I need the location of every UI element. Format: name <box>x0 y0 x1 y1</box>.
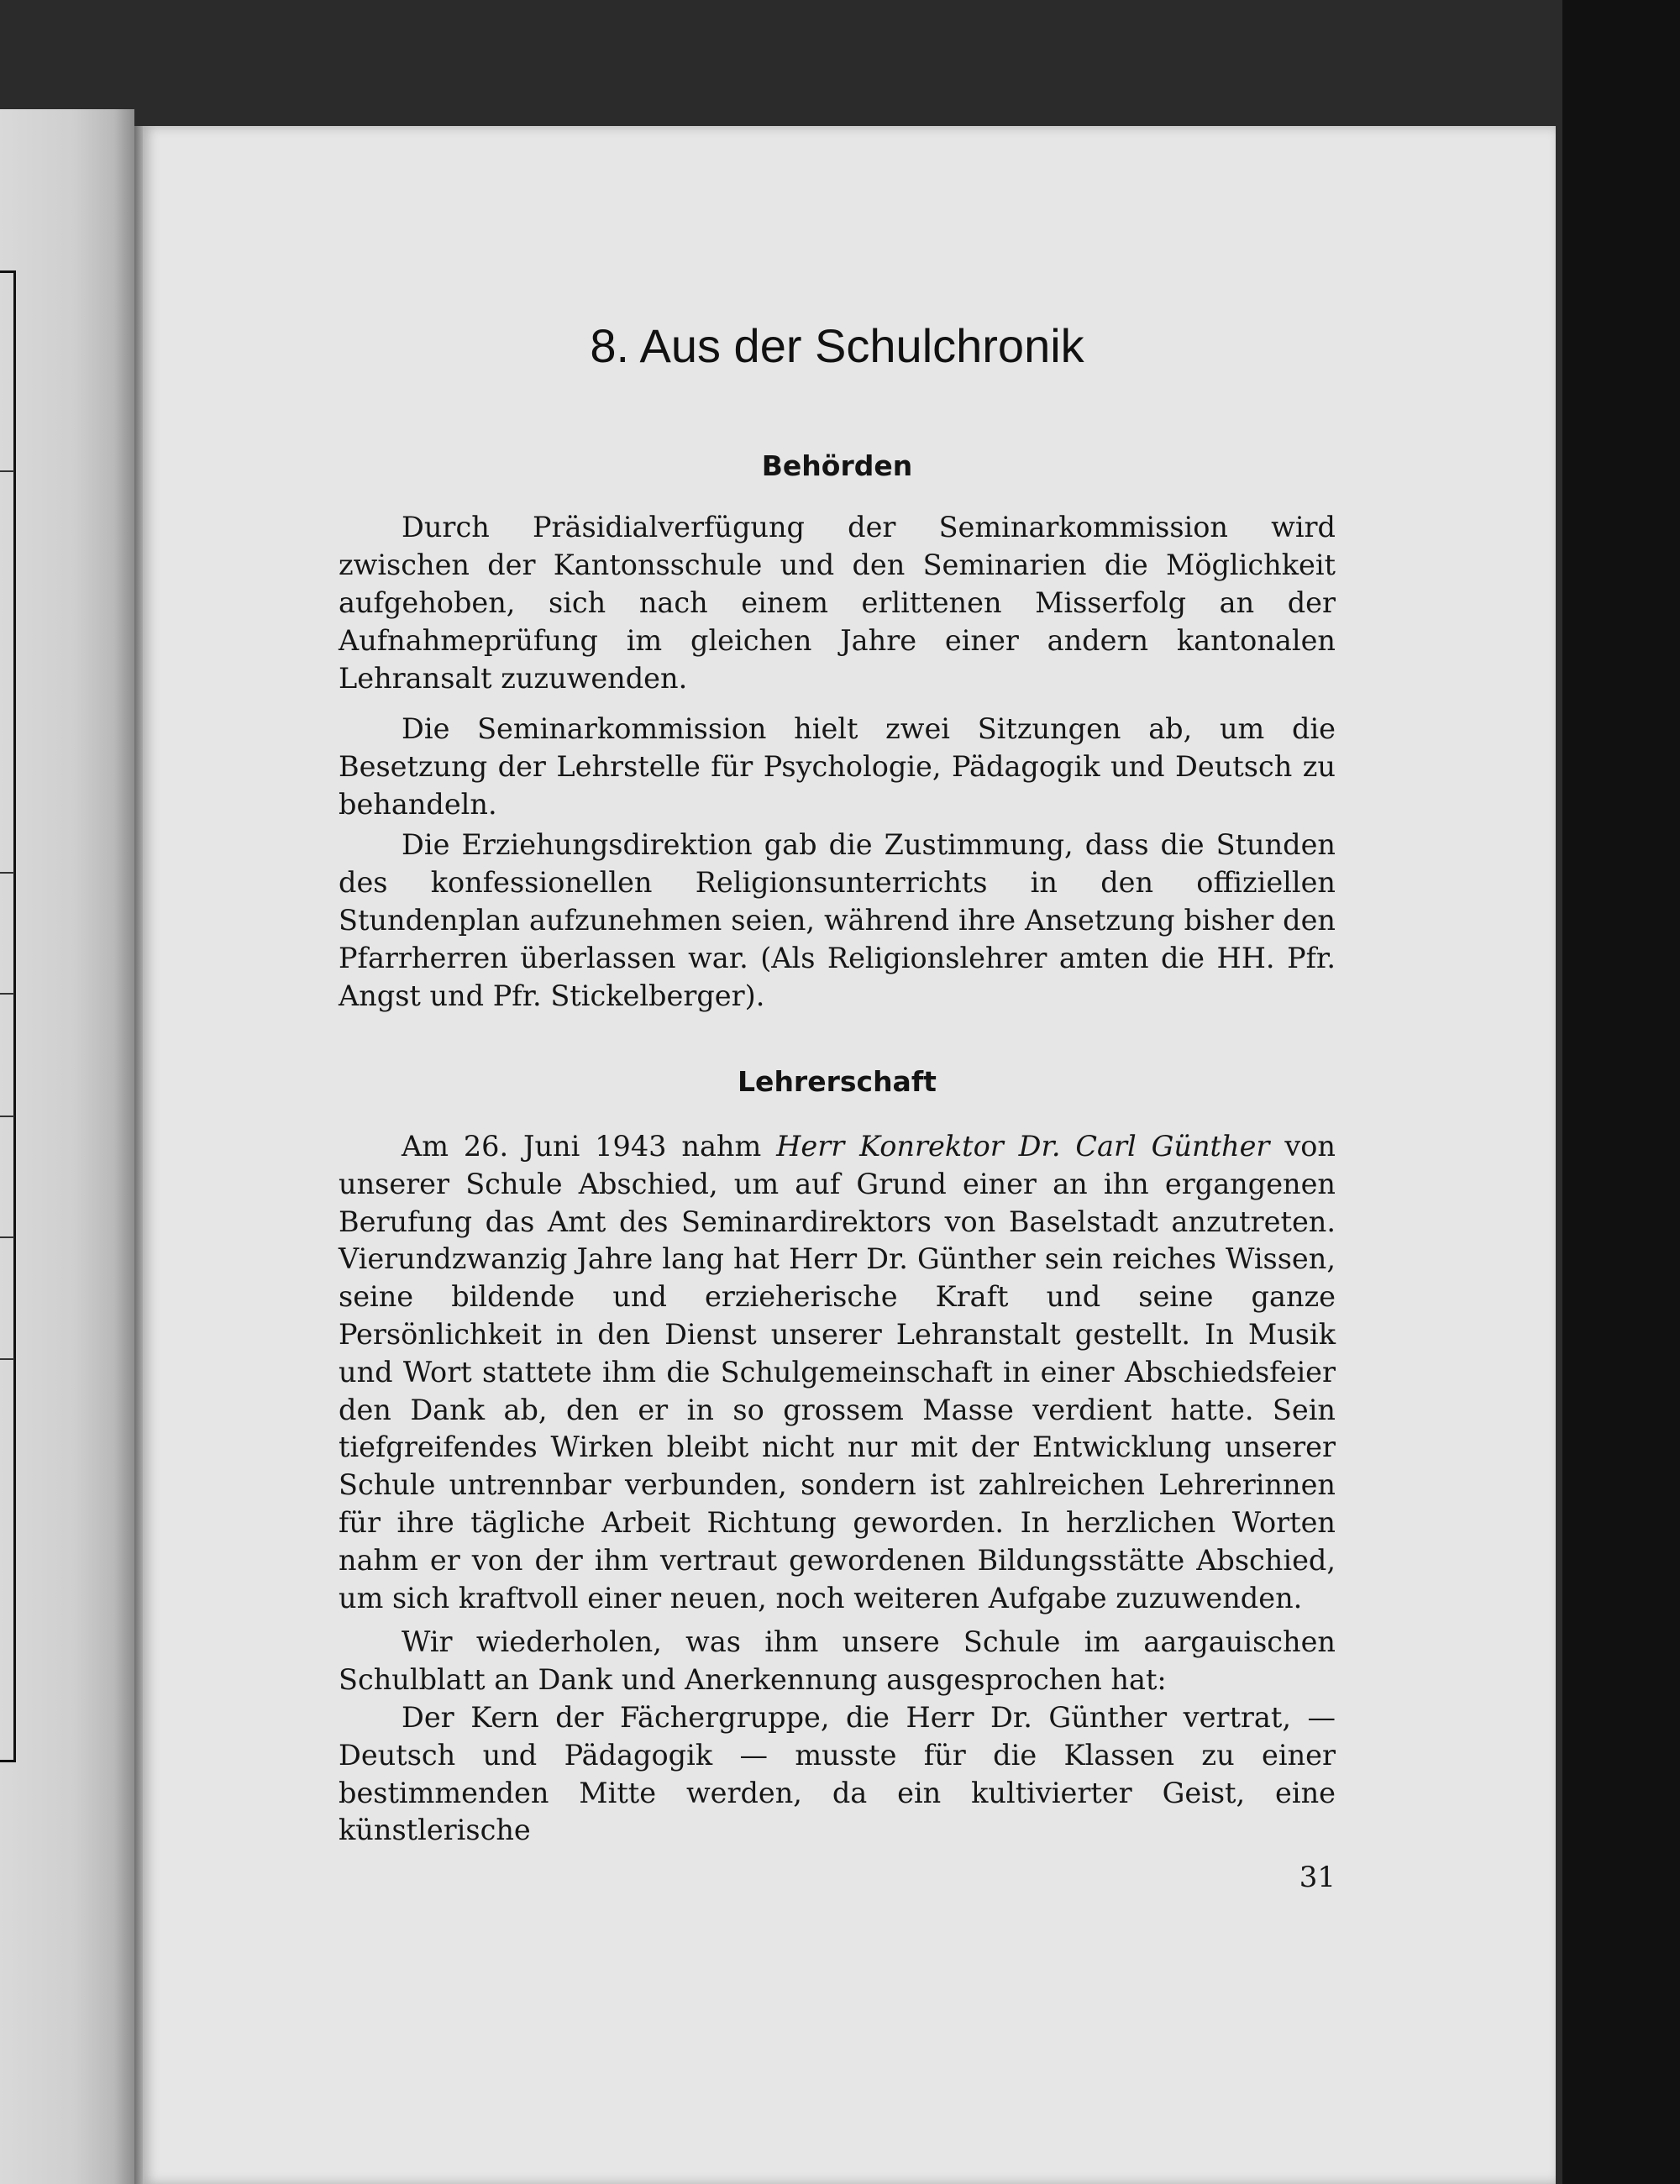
left-page-rule <box>0 1358 14 1360</box>
paragraph-lehrerschaft-3: Der Kern der Fächergruppe, die Herr Dr. Günther vertrat, — Deutsch und Pädagogik — musste für die Klassen zu einer bestimmenden Mitte werden, da ein kultivierter Geist, eine künstlerische <box>339 1701 1336 1847</box>
paragraph-lehrerschaft-2: Wir wiederholen, was ihm unsere Schule im aargauischen Schulblatt an Dank und Anerkennung ausgesprochen hat: <box>339 1625 1336 1696</box>
paragraph-behoerden-2: Die Seminarkommission hielt zwei Sitzungen ab, um die Besetzung der Lehrstelle für Psychologie, Pädagogik und Deutsch zu behandeln. <box>339 712 1336 821</box>
paragraph-behoerden-3: Die Erziehungsdirektion gab die Zustimmung, dass die Stunden des konfessionellen Religionsunterrichts in den offiziellen Stundenplan aufzunehmen seien, während ihre Ansetzung bisher den Pfarrherren überlassen war. (Als Religionslehrer amten die HH. Pfr. Angst und Pfr. Stickelberger). <box>339 828 1336 1012</box>
left-page-rule <box>0 1236 14 1238</box>
left-page-rule <box>0 1116 14 1117</box>
paragraph-behoerden-1: Durch Präsidialverfügung der Seminarkommission wird zwischen der Kantonsschule und den Seminarien die Möglichkeit aufgehoben, sich nach einem erlittenen Misserfolg an der Aufnahmeprüfung im gleichen Jahre einer andern kantonalen Lehransalt zuzuwenden. <box>339 511 1336 695</box>
left-page-frame-top <box>0 270 16 273</box>
section-heading-lehrerschaft: Lehrerschaft <box>738 1065 937 1098</box>
left-page-frame-bottom <box>0 1760 16 1762</box>
person-name: Herr Konrektor Dr. Carl Günther <box>776 1130 1270 1163</box>
scan-right-edge <box>1562 0 1680 2184</box>
left-page-rule <box>0 872 14 874</box>
paragraph-text: Am 26. Juni 1943 nahm <box>402 1130 777 1163</box>
paragraph-lehrerschaft-1 <box>339 1128 1336 1617</box>
left-page-edge <box>0 109 134 2184</box>
left-page-rule <box>0 470 14 472</box>
left-page-frame-line <box>13 270 16 1761</box>
section-heading-behoerden: Behörden <box>761 449 913 482</box>
page-number: 31 <box>1299 1861 1336 1894</box>
left-page-rule <box>0 993 14 995</box>
paragraph-text: von unserer Schule Abschied, um auf Grund einer an ihn ergangenen Berufung das Amt des Seminardirektors von Baselstadt anzutreten. Vierundzwanzig Jahre lang hat Herr Dr. Günther sein reiches Wissen, seine bildende und erzieherische Kraft und seine ganze Persönlichkeit in den Dienst unserer Lehranstalt gestellt. In Musik und Wort stattete ihm die Schulgemeinschaft in einer Abschiedsfeier den Dank ab, den er in so grossem Masse verdient hatte. Sein tiefgreifendes Wirken bleibt nicht nur mit der Entwicklung unserer Schule untrennbar verbunden, sondern ist zahlreichen Lehrerinnen für ihre tägliche Arbeit Richtung geworden. In herzlichen Worten nahm er von der ihm vertraut gewordenen Bildungsstätte Abschied, um sich kraftvoll einer neuen, noch weiteren Aufgabe zuzuwenden. <box>339 1130 1336 1614</box>
chapter-title: 8. Aus der Schulchronik <box>590 319 1084 372</box>
